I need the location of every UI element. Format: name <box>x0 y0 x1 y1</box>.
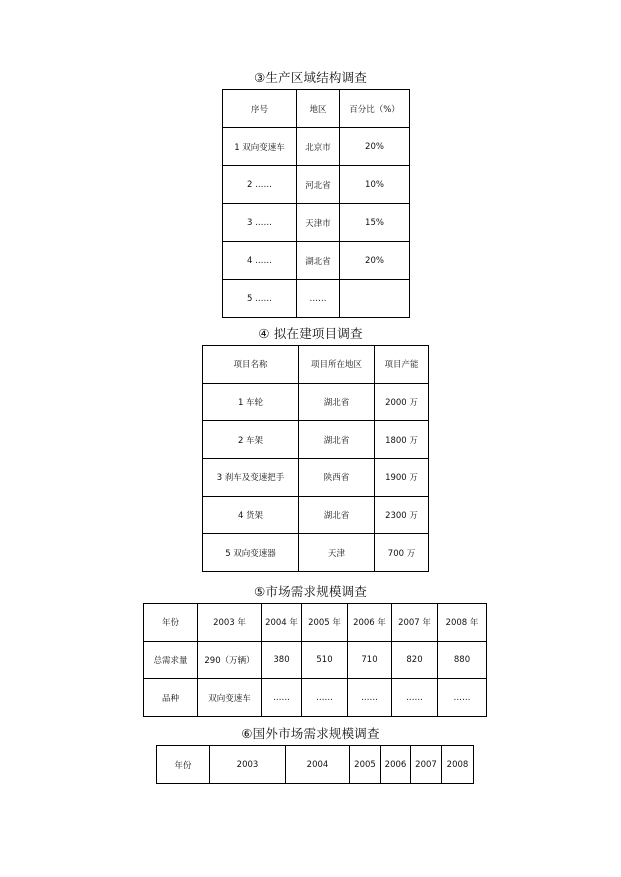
section3-title: ③生产区域结构调查 <box>253 70 367 85</box>
production-region-table <box>222 89 410 318</box>
table-row <box>203 421 429 459</box>
table-cell: 1900 万 <box>375 459 429 497</box>
header-cell: 项目名称 <box>203 346 299 384</box>
table-cell: 3 …… <box>223 204 297 242</box>
table-row <box>203 459 429 497</box>
foreign-market-table <box>156 745 474 784</box>
header-cell: 项目产能 <box>375 346 429 384</box>
table-cell: 20% <box>340 242 410 280</box>
year-cell: 2005 年 <box>302 604 348 642</box>
year-cell: 2005 <box>350 746 381 784</box>
table-row <box>203 496 429 534</box>
table-cell: 湖北省 <box>297 242 340 280</box>
table-cell: 2300 万 <box>375 496 429 534</box>
planned-projects-table <box>202 345 429 572</box>
year-cell: 2008 年 <box>438 604 487 642</box>
year-cell: 2004 <box>286 746 350 784</box>
table-row <box>223 242 410 280</box>
header-cell: 项目所在地区 <box>299 346 375 384</box>
year-cell: 2006 年 <box>348 604 392 642</box>
market-demand-table <box>143 603 487 717</box>
table-row <box>203 534 429 572</box>
table-cell: 天津市 <box>297 204 340 242</box>
table-cell: 2000 万 <box>375 383 429 421</box>
table-cell: …… <box>348 679 392 717</box>
table-cell: 2 …… <box>223 166 297 204</box>
row-label-cell: 品种 <box>144 679 198 717</box>
table-row <box>144 641 487 679</box>
table-cell: 710 <box>348 641 392 679</box>
table-row <box>223 166 410 204</box>
year-cell: 2004 年 <box>262 604 302 642</box>
table-cell: 4 …… <box>223 242 297 280</box>
table-cell: 5 …… <box>223 280 297 318</box>
table-cell: 700 万 <box>375 534 429 572</box>
table-cell: 510 <box>302 641 348 679</box>
header-cell: 年份 <box>157 746 210 784</box>
header-cell: 序号 <box>223 90 297 128</box>
year-cell: 2003 年 <box>198 604 262 642</box>
table-cell: 290（万辆） <box>198 641 262 679</box>
table-row <box>223 204 410 242</box>
table-row <box>223 128 410 166</box>
table-cell: 湖北省 <box>299 421 375 459</box>
table-cell: 15% <box>340 204 410 242</box>
table-cell: …… <box>392 679 438 717</box>
table-cell: 4 货架 <box>203 496 299 534</box>
table-cell: 1800 万 <box>375 421 429 459</box>
table-cell: 1 双向变速车 <box>223 128 297 166</box>
table-cell: 5 双向变速器 <box>203 534 299 572</box>
header-cell: 地区 <box>297 90 340 128</box>
table-header-row <box>223 90 410 128</box>
table-cell: …… <box>297 280 340 318</box>
table-header-row <box>157 746 474 784</box>
year-cell: 2008 <box>442 746 474 784</box>
table-cell: …… <box>302 679 348 717</box>
table-cell: 20% <box>340 128 410 166</box>
year-cell: 2006 <box>381 746 411 784</box>
table-cell: 1 车轮 <box>203 383 299 421</box>
year-cell: 2003 <box>210 746 286 784</box>
header-cell: 年份 <box>144 604 198 642</box>
row-label-cell: 总需求量 <box>144 641 198 679</box>
table-row <box>144 679 487 717</box>
table-header-row <box>144 604 487 642</box>
year-cell: 2007 <box>411 746 442 784</box>
table-cell: 880 <box>438 641 487 679</box>
year-cell: 2007 年 <box>392 604 438 642</box>
table-cell: 2 车架 <box>203 421 299 459</box>
table-cell: 北京市 <box>297 128 340 166</box>
table-cell: 380 <box>262 641 302 679</box>
table-cell: 河北省 <box>297 166 340 204</box>
table-cell: 820 <box>392 641 438 679</box>
table-cell: 天津 <box>299 534 375 572</box>
table-cell: 陕西省 <box>299 459 375 497</box>
table-cell: 3 刹车及变速把手 <box>203 459 299 497</box>
table-cell: 湖北省 <box>299 496 375 534</box>
section5-title: ⑤市场需求规模调查 <box>253 584 367 599</box>
table-cell: 10% <box>340 166 410 204</box>
table-cell: 湖北省 <box>299 383 375 421</box>
table-header-row <box>203 346 429 384</box>
table-cell: 双向变速车 <box>198 679 262 717</box>
section4-title: ④ 拟在建项目调查 <box>258 326 363 341</box>
table-cell <box>340 280 410 318</box>
table-cell: …… <box>262 679 302 717</box>
table-row <box>203 383 429 421</box>
table-row <box>223 280 410 318</box>
table-cell: …… <box>438 679 487 717</box>
section6-title: ⑥国外市场需求规模调查 <box>241 726 380 741</box>
header-cell: 百分比（%） <box>340 90 410 128</box>
